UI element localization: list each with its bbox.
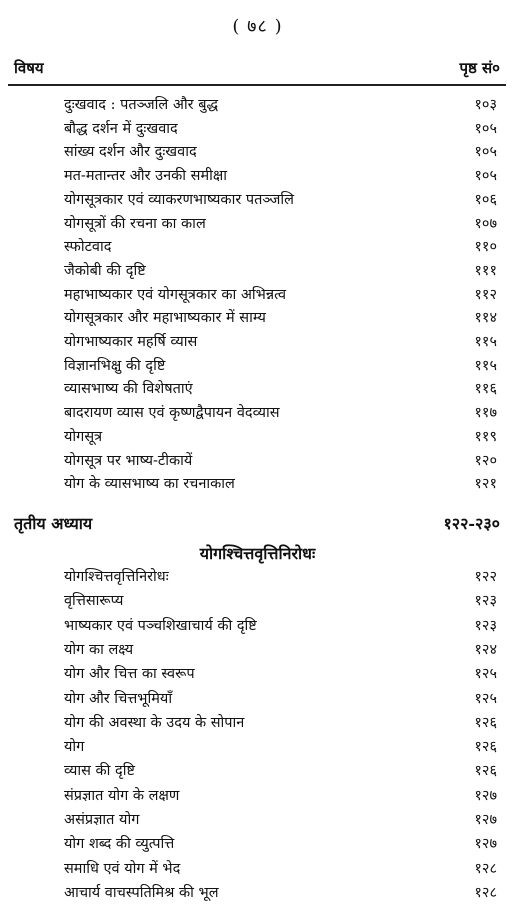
toc-entry [64, 189, 497, 212]
toc-entry [64, 355, 497, 378]
toc-entry-title: योग [64, 739, 85, 756]
toc-entry-title: योग और चित्त का स्वरूप [64, 666, 195, 683]
toc-entry [64, 260, 497, 283]
toc-entry [64, 785, 497, 808]
toc-entry-page: ११२ [474, 286, 497, 303]
subject-heading: विषय [14, 59, 44, 77]
toc-entry-title: योगसूत्रकार और महाभाष्यकार में साम्य [64, 310, 266, 327]
toc-entry [64, 566, 497, 589]
toc-entry-title: बादरायण व्यास एवं कृष्णद्वैपायन वेदव्यास [64, 405, 280, 422]
chapter-title: तृतीय अध्याय [14, 514, 93, 533]
toc-entry-title: योग के व्यासभाष्य का रचनाकाल [64, 476, 235, 493]
toc-entry-page: १०५ [474, 168, 497, 185]
toc-entry [64, 94, 497, 117]
toc-entry [64, 118, 497, 141]
toc-entry [64, 307, 497, 330]
toc-entry [64, 663, 497, 686]
toc-entry-title: योग शब्द की व्युत्पत्ति [64, 836, 175, 853]
toc-entry [64, 760, 497, 783]
toc-entry-title: असंप्रज्ञात योग [64, 812, 140, 828]
toc-entry-page: १२२ [474, 569, 497, 585]
toc-entry-page: ११४ [474, 310, 497, 327]
toc-entry-title: भाष्यकार एवं पञ्चशिखाचार्य की दृष्टि [64, 617, 257, 634]
toc-entry [64, 688, 497, 711]
toc-entry-title: योगश्चित्तवृत्तिनिरोधः [64, 569, 169, 585]
toc-entry-page: १२६ [474, 739, 497, 756]
toc-entry-title: संप्रज्ञात योग के लक्षण [64, 787, 180, 804]
toc-entry-page: १२१ [474, 476, 497, 493]
toc-entry-title: बौद्ध दर्शन में दुःखवाद [64, 120, 178, 137]
toc-entry [64, 165, 497, 188]
chapter-page-range: १२२-२३० [443, 514, 500, 533]
toc-entry-page: १०६ [474, 191, 497, 208]
toc-entry-title: योग का लक्ष्य [64, 641, 134, 658]
toc-entry [64, 378, 497, 401]
toc-entry [64, 141, 497, 164]
toc-entry [64, 809, 497, 832]
toc-entry [64, 236, 497, 259]
toc-entry-page: ११९ [474, 428, 497, 445]
toc-entry-page: ११६ [474, 381, 497, 398]
toc-entry [64, 284, 497, 307]
toc-entry-page: १२६ [474, 714, 497, 731]
toc-entry [64, 213, 497, 236]
toc-entry-title: जैकोबी की दृष्टि [64, 262, 146, 279]
toc-entry-page: १२८ [474, 884, 497, 901]
toc-entry-title: विज्ञानभिक्षु की दृष्टि [64, 357, 166, 374]
toc-entry [64, 473, 497, 496]
toc-entry-title: योग की अवस्था के उदय के सोपान [64, 714, 245, 731]
toc-entry [64, 712, 497, 735]
toc-entry-page: १२५ [474, 666, 497, 683]
chapter-subtitle: योगश्चित्तवृत्तिनिरोधः [199, 544, 316, 563]
toc-entry-title: योग और चित्तभूमियाँ [64, 690, 173, 707]
toc-entry-page: ११० [474, 239, 497, 256]
toc-entry-page: १२८ [474, 860, 497, 877]
toc-entry-page: १२७ [474, 812, 497, 828]
toc-entry [64, 402, 497, 425]
toc-entry [64, 858, 497, 881]
toc-entry-title: योगसूत्रों की रचना का काल [64, 215, 206, 232]
toc-entry-page: १११ [474, 262, 497, 279]
toc-entry-title: योगभाष्यकार महर्षि व्यास [64, 334, 198, 350]
toc-entry [64, 615, 497, 638]
toc-entry-page: १२० [474, 452, 497, 469]
toc-entry [64, 833, 497, 856]
toc-entry [64, 590, 497, 613]
toc-entry [64, 639, 497, 662]
toc-entry-page: १२६ [474, 763, 497, 780]
toc-entry [64, 331, 497, 354]
toc-entry [64, 450, 497, 473]
toc-entry-title: व्यास की दृष्टि [64, 763, 135, 780]
toc-entry-title: महाभाष्यकार एवं योगसूत्रकार का अभिन्नत्व [64, 286, 287, 303]
toc-entry-page: ११७ [474, 405, 497, 422]
toc-entry [64, 882, 497, 905]
toc-entry [64, 426, 497, 449]
toc-entry-page: १२७ [474, 836, 497, 853]
toc-entry-page: ११५ [474, 357, 497, 374]
page-number: ( ७८ ) [232, 16, 283, 37]
toc-entry-page: ११५ [474, 334, 497, 350]
toc-entry-page: १२५ [474, 690, 497, 707]
toc-entry-page: १२७ [474, 787, 497, 804]
toc-entry-page: १२४ [474, 641, 497, 658]
toc-entry-title: योगसूत्र [64, 428, 103, 445]
toc-entry-page: १०३ [474, 97, 497, 113]
toc-entry [64, 736, 497, 759]
page-no-heading: पृष्ठ सं० [459, 59, 500, 77]
toc-entry-title: स्फोटवाद [64, 239, 112, 256]
toc-entry-page: १०५ [474, 144, 497, 161]
toc-entry-title: समाधि एवं योग में भेद [64, 860, 181, 877]
toc-entry-title: योगसूत्र पर भाष्य-टीकायें [64, 452, 193, 469]
toc-entry-title: योगसूत्रकार एवं व्याकरणभाष्यकार पतञ्जलि [64, 191, 294, 208]
toc-entry-page: १०७ [474, 215, 497, 232]
toc-entry-title: सांख्य दर्शन और दुःखवाद [64, 144, 197, 161]
toc-entry-page: १२३ [474, 617, 497, 634]
header-divider [8, 84, 506, 86]
chapter-heading [14, 512, 500, 538]
toc-entry-title: वृत्तिसारूप्य [64, 593, 124, 610]
toc-entry-page: १२३ [474, 593, 497, 610]
toc-entry-title: दुःखवाद : पतञ्जलि और बुद्ध [64, 97, 219, 113]
toc-entry-title: मत-मतान्तर और उनकी समीक्षा [64, 168, 228, 185]
toc-entry-page: १०५ [474, 120, 497, 137]
toc-entry-title: आचार्य वाचस्पतिमिश्र की भूल [64, 884, 219, 901]
toc-entry-title: व्यासभाष्य की विशेषताएं [64, 381, 193, 398]
toc-header [14, 58, 500, 82]
